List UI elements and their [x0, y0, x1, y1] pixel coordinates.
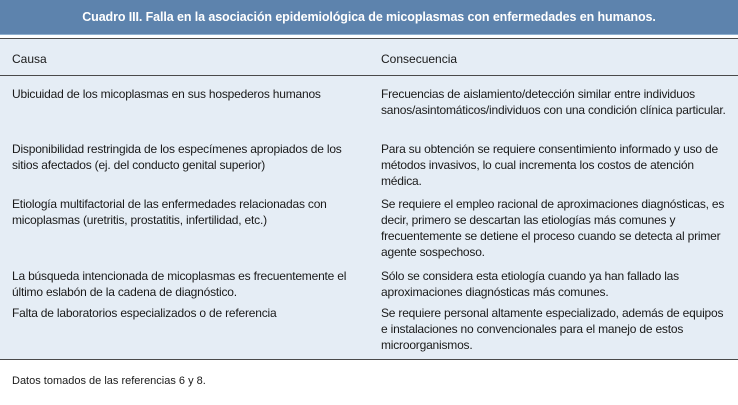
table-body	[0, 38, 738, 360]
table-header-row	[0, 38, 738, 76]
cause-cell: Etiología multifactorial de las enfermedades relacionadas con micoplasmas (uretritis, prostatitis, infertilidad, etc.)	[12, 197, 327, 227]
column-header-cause: Causa	[12, 52, 47, 66]
consequence-cell: Frecuencias de aislamiento/detección similar entre individuos sanos/asintomáticos/individuos con una condición clínica particular.	[381, 87, 726, 117]
cause-cell: Ubicuidad de los micoplasmas en sus hospederos humanos	[12, 87, 321, 101]
cause-cell: Falta de laboratorios especializados o de referencia	[12, 306, 277, 320]
consequence-cell: Se requiere personal altamente especializado, además de equipos e instalaciones no convencionales para el manejo de estos microorganismos.	[381, 306, 724, 352]
consequence-cell: Sólo se considera esta etiología cuando ya han fallado las aproximaciones diagnósticas más comunes.	[381, 269, 679, 299]
consequence-cell: Para su obtención se requiere consentimiento informado y uso de métodos invasivos, lo cual incrementa los costos de atención médica.	[381, 142, 718, 188]
table-bottom-rule	[0, 359, 738, 360]
table-title: Cuadro III. Falla en la asociación epidemiológica de micoplasmas con enfermedades en humanos.	[0, 0, 738, 35]
table-footnote: Datos tomados de las referencias 6 y 8.	[12, 375, 206, 387]
column-header-consequence: Consecuencia	[381, 52, 458, 66]
cause-cell: La búsqueda intencionada de micoplasmas es frecuentemente el último eslabón de la cadena de diagnóstico.	[12, 269, 347, 299]
consequence-cell: Se requiere el empleo racional de aproximaciones diagnósticas, es decir, primero se descartan las etiologías más comunes y frecuentemente se detiene el proceso cuando se detecta al primer agente sospechoso.	[381, 197, 725, 259]
cause-cell: Disponibilidad restringida de los especímenes apropiados de los sitios afectados (ej. del conducto genital superior)	[12, 142, 342, 172]
